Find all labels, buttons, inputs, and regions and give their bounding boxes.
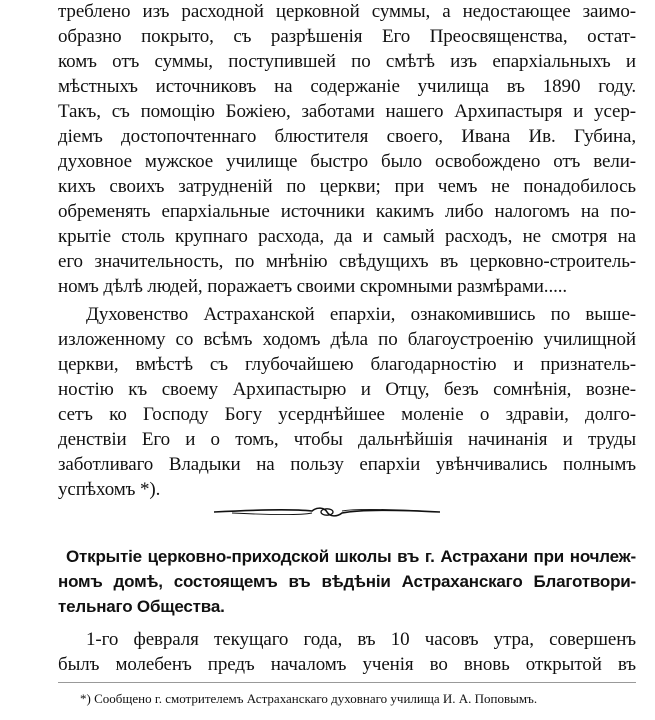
text-line: былъ молебенъ предъ началомъ ученія во вновь открытой въ <box>58 654 636 675</box>
text-line: его значительность, по мнѣнію свѣдущихъ въ церковно-строитель- <box>58 251 636 272</box>
text-line: 1-го февраля текущаго года, въ 10 часовъ утра, совершенъ <box>86 629 636 650</box>
text-line: треблено изъ расходной церковной суммы, а недостающее заимо- <box>58 1 636 22</box>
text-line: кихъ своихъ затрудненій по церкви; при чемъ не понадобилось <box>58 176 636 197</box>
text-line: діемъ достопочтеннаго блюстителя своего, Ивана Ив. Губина, <box>58 126 636 147</box>
footnote: *) Сообщено г. смотрителемъ Астраханскаго духовнаго училища И. А. Поповымъ. <box>80 691 538 706</box>
footnote-rule <box>58 682 636 683</box>
text-line: комъ отъ суммы, поступившей по смѣтѣ изъ епархіальныхъ и <box>58 51 636 72</box>
text-line: ностію къ своему Архипастырю и Отцу, безъ сомнѣнія, возне- <box>58 379 636 400</box>
heading-line: номъ домѣ, состоящемъ въ вѣдѣніи Астраханскаго Благотвори- <box>58 572 636 591</box>
text-line: заботливаго Владыки на пользу епархіи увѣнчивались полнымъ <box>58 454 636 475</box>
text-line: сетъ ко Господу Богу усерднѣйшее моленіе о здравіи, долго- <box>58 404 636 425</box>
heading-line: Открытіе церковно-приходской школы въ г. Астрахани при ночлеж- <box>66 547 636 566</box>
text-line: церкви, вмѣстѣ съ глубочайшею благодарностію и признатель- <box>58 354 636 375</box>
text-line: образно покрыто, съ разрѣшенія Его Преосвященства, остат- <box>58 26 636 47</box>
text-line: духовное мужское училище быстро было освобождено отъ вели- <box>58 151 636 172</box>
ornament-divider <box>212 505 442 519</box>
text-line: обременять епархіальные источники какимъ либо налогомъ на по- <box>58 201 636 222</box>
text-line: номъ дѣлѣ людей, поражаетъ своими скромными размѣрами..... <box>58 276 568 297</box>
text-line: изложенному со всѣмъ ходомъ дѣла по благоустроенію училищной <box>58 329 636 350</box>
text-line: денствіи Его и о томъ, чтобы дальнѣйшія начинанія и труды <box>58 429 636 450</box>
heading-line: тельнаго Общества. <box>58 597 225 616</box>
text-line: Такъ, съ помощію Божіею, заботами нашего Архипастыря и усер- <box>58 101 636 122</box>
text-line: Духовенство Астраханской епархіи, ознакомившись по выше- <box>86 304 636 325</box>
text-line: успѣхомъ *). <box>58 479 161 500</box>
text-line: крытіе столь крупнаго расхода, да и самый расходъ, не смотря на <box>58 226 636 247</box>
text-line: мѣстныхъ источниковъ на содержаніе училища въ 1890 году. <box>58 76 636 97</box>
